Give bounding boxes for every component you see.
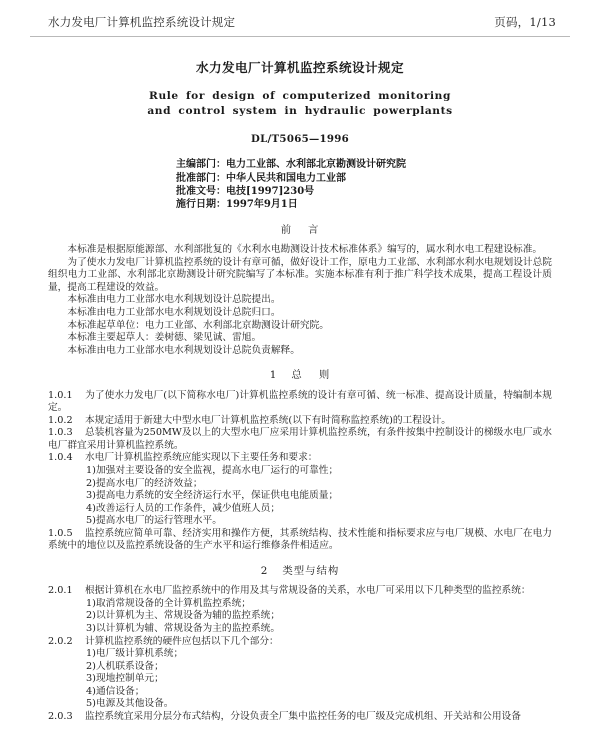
list-item: 1)加强对主要设备的安全监视，提高水电厂运行的可靠性； <box>86 465 339 477</box>
list-item: 3)提高电力系统的安全经济运行水平，保证供电电能质量； <box>86 490 339 502</box>
metadata-label-approver: 批准部门： <box>176 172 226 184</box>
clause-1-0-2 <box>48 415 552 428</box>
list-item: 5)提高水电厂的运行管理水平。 <box>86 515 222 527</box>
clause-2-0-3 <box>48 711 552 724</box>
clause-2-0-1-list <box>48 598 552 636</box>
metadata-row-editor <box>176 158 552 171</box>
metadata-label-effective-date: 施行日期： <box>176 199 226 211</box>
clause-2-0-1-text: 根据计算机在水电厂监控系统中的作用及其与常规设备的关系，水电厂可采用以下几种类型的监控系统： <box>85 585 531 597</box>
preface-paragraph-1: 本标准是根据原能源部、水利部批复的《水利水电勘测设计技术标准体系》编写的，属水利水电工程建设标准。 <box>67 244 543 256</box>
metadata-row-effective-date <box>176 198 552 211</box>
document-body <box>48 62 552 723</box>
clause-1-0-2-number: 1.0.2 <box>48 414 73 426</box>
section-2-number: 2 <box>260 564 269 577</box>
clause-1-0-2-text: 本规定适用于新建大中型水电厂计算机监控系统(以下有时简称监控系统)的工程设计。 <box>85 414 451 426</box>
clause-2-0-3-number: 2.0.3 <box>48 710 73 722</box>
list-item: 2)提高水电厂的经济效益； <box>86 477 203 489</box>
clause-1-0-5-number: 1.0.5 <box>48 527 73 539</box>
clause-1-0-3-number: 1.0.3 <box>48 427 73 439</box>
metadata-row-approval-number <box>176 185 552 198</box>
list-item: 1)取消常规设备的全计算机监控系统； <box>86 597 251 609</box>
standard-number: DL/T5065—1996 <box>250 132 350 145</box>
preface-heading-char-1: 前 <box>280 223 292 236</box>
clause-1-0-1-number: 1.0.1 <box>48 389 73 401</box>
clause-1-0-4 <box>48 452 552 465</box>
clause-1-0-1-text: 为了使水力发电厂(以下简称水电厂)计算机监控系统的设计有章可循、统一标准、提高设计质量，特编制本规定。 <box>48 389 552 414</box>
metadata-row-approver <box>176 172 552 185</box>
clause-2-0-2-text: 计算机监控系统的硬件应包括以下几个部分： <box>85 635 279 647</box>
clause-2-0-2-list <box>48 648 552 711</box>
metadata-value-editor: 电力工业部、水利部北京勘测设计研究院 <box>226 159 406 171</box>
clause-2-0-3-text: 监控系统宜采用分层分布式结构，分设负责全厂集中监控任务的电厂级及完成机组、开关站和公用设备 <box>85 710 521 722</box>
list-item: 1)电厂级计算机系统； <box>86 648 184 660</box>
preface-statement-4: 本标准主要起草人：姜树德、梁见诚、雷旭。 <box>67 332 262 344</box>
header-title: 水力发电厂计算机监控系统设计规定 <box>48 15 236 29</box>
preface-statement-1: 本标准由电力工业部水电水利规划设计总院提出。 <box>67 294 281 306</box>
clause-1-0-3-text: 总装机容量为250MW及以上的大型水电厂应采用计算机监控系统，有条件按集中控制设计的梯级水电厂或水电厂群宜采用计算机监控系统。 <box>48 427 552 451</box>
list-item: 3)现地控制单元； <box>86 673 164 685</box>
document-title-english <box>135 89 465 119</box>
metadata-label-approval-number: 批准文号： <box>176 185 226 197</box>
preface-heading-char-2: 言 <box>308 223 320 236</box>
header-page-number: 页码，1/13 <box>494 15 556 29</box>
list-item: 4)通信设备； <box>86 685 145 697</box>
metadata-block <box>48 158 552 212</box>
clause-2-0-2 <box>48 636 552 649</box>
preface-statement-5: 本标准由电力工业部水电水利规划设计总院负责解释。 <box>67 344 300 356</box>
metadata-value-approver: 中华人民共和国电力工业部 <box>226 172 346 184</box>
list-item: 2)人机联系设备； <box>86 660 164 672</box>
running-header <box>48 14 556 30</box>
section-1-title-char-2: 则 <box>318 369 331 382</box>
clause-1-0-5 <box>48 528 552 553</box>
title-english-line-2: and control system in hydraulic powerplants <box>147 104 453 117</box>
clause-2-0-1-number: 2.0.1 <box>48 585 73 597</box>
clause-1-0-5-text: 监控系统应简单可靠、经济实用和操作方便，其系统结构、技术性能和指标要求应与电厂规模、水电厂在电力系统中的地位以及监控系统设备的生产水平和运行维修条件相适应。 <box>48 527 552 552</box>
list-item: 5)电源及其他设备。 <box>86 698 174 710</box>
section-1-number: 1 <box>269 369 278 382</box>
preface-statement-2: 本标准由电力工业部水电水利规划设计总院归口。 <box>67 307 281 318</box>
metadata-value-approval-number: 电技[1997]230号 <box>226 185 315 197</box>
clause-1-0-4-number: 1.0.4 <box>48 452 73 464</box>
metadata-value-effective-date: 1997年9月1日 <box>226 199 298 211</box>
clause-1-0-1 <box>48 390 552 415</box>
list-item: 3)以计算机为辅、常规设备为主的监控系统。 <box>86 623 281 635</box>
document-title-chinese: 水力发电厂计算机监控系统设计规定 <box>196 60 404 75</box>
clause-1-0-4-list <box>48 465 552 528</box>
section-1-title-char-1: 总 <box>291 369 303 382</box>
clause-1-0-3 <box>48 427 552 452</box>
metadata-label-editor: 主编部门： <box>176 159 226 171</box>
clause-1-0-4-text: 水电厂计算机监控系统应能实现以下主要任务和要求： <box>85 452 318 464</box>
section-2-heading <box>48 565 552 578</box>
section-2-title: 类型与结构 <box>282 564 340 577</box>
title-english-line-1: Rule for design of computerized monitoring <box>149 89 451 102</box>
header-divider <box>30 36 570 37</box>
section-1-heading <box>48 369 552 382</box>
preface-paragraph-2: 为了使水力发电厂计算机监控系统的设计有章可循，做好设计工作，原电力工业部、水利部水利水电规划设计总院组织电力工业部、水利部北京勘测设计研究院编写了本标准。实施本标准有利于推广科学技术成果，提高工程设计质量，提高工程建设的效益。 <box>48 256 552 293</box>
clause-2-0-1 <box>48 585 552 598</box>
clause-2-0-2-number: 2.0.2 <box>48 635 73 647</box>
preface-heading <box>48 224 552 237</box>
preface-statement-3: 本标准起草单位：电力工业部、水利部北京勘测设计研究院。 <box>67 319 329 331</box>
list-item: 4)改善运行人员的工作条件，减少值班人员； <box>86 502 281 514</box>
list-item: 2)以计算机为主、常规设备为辅的监控系统； <box>86 610 281 622</box>
